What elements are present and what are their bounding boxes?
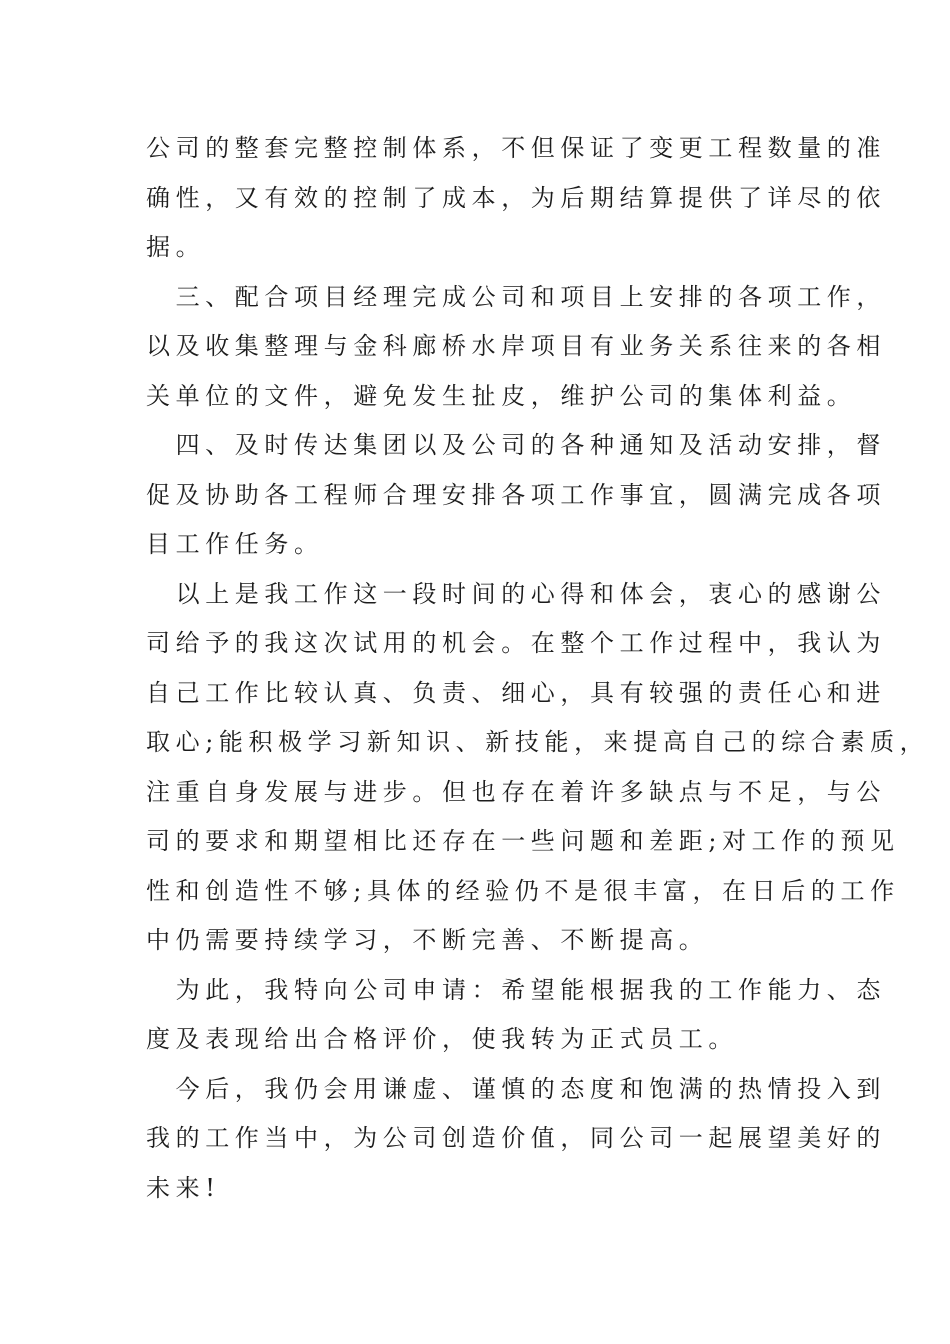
text-line: 确性，又有效的控制了成本，为后期结算提供了详尽的依 — [146, 183, 886, 212]
paragraph-section-four — [146, 421, 886, 570]
text-line: 促及协助各工程师合理安排各项工作事宜，圆满完成各项 — [146, 480, 886, 509]
text-line: 以及收集整理与金科廊桥水岸项目有业务关系往来的各相 — [146, 332, 886, 360]
text-line: 四、及时传达集团以及公司的各种通知及活动安排，督 — [146, 431, 886, 459]
text-line: 公司的整套完整控制体系，不但保证了变更工程数量的准 — [146, 134, 886, 162]
text-line: 我的工作当中，为公司创造价值，同公司一起展望美好的 — [146, 1124, 886, 1152]
paragraph-request — [146, 966, 886, 1065]
text-line: 三、配合项目经理完成公司和项目上安排的各项工作， — [146, 282, 886, 311]
text-line: 以上是我工作这一段时间的心得和体会，衷心的感谢公 — [146, 579, 886, 608]
paragraph-intro-continuation — [146, 124, 886, 273]
text-line: 目工作任务。 — [146, 530, 324, 558]
text-line: 取心;能积极学习新知识、新技能，来提高自己的综合素质， — [146, 728, 930, 756]
paragraph-section-three — [146, 273, 886, 422]
text-line: 关单位的文件，避免发生扯皮，维护公司的集体利益。 — [146, 381, 857, 410]
text-line: 性和创造性不够;具体的经验仍不是很丰富，在日后的工作 — [146, 876, 900, 905]
paragraph-closing — [146, 1065, 886, 1214]
text-line: 为此，我特向公司申请：希望能根据我的工作能力、态 — [146, 975, 886, 1004]
text-line: 未来! — [146, 1173, 221, 1202]
text-line: 度及表现给出合格评价，使我转为正式员工。 — [146, 1025, 738, 1053]
text-line: 注重自身发展与进步。但也存在着许多缺点与不足，与公 — [146, 777, 886, 806]
text-line: 自己工作比较认真、负责、细心，具有较强的责任心和进 — [146, 678, 886, 707]
text-line: 据。 — [146, 233, 206, 261]
text-line: 今后，我仍会用谦虚、谨慎的态度和饱满的热情投入到 — [146, 1074, 886, 1103]
text-line: 司给予的我这次试用的机会。在整个工作过程中，我认为 — [146, 629, 886, 657]
text-line: 中仍需要持续学习，不断完善、不断提高。 — [146, 926, 709, 954]
paragraph-summary — [146, 570, 930, 966]
document-body — [146, 124, 930, 1213]
text-line: 司的要求和期望相比还存在一些问题和差距;对工作的预见 — [146, 827, 900, 855]
